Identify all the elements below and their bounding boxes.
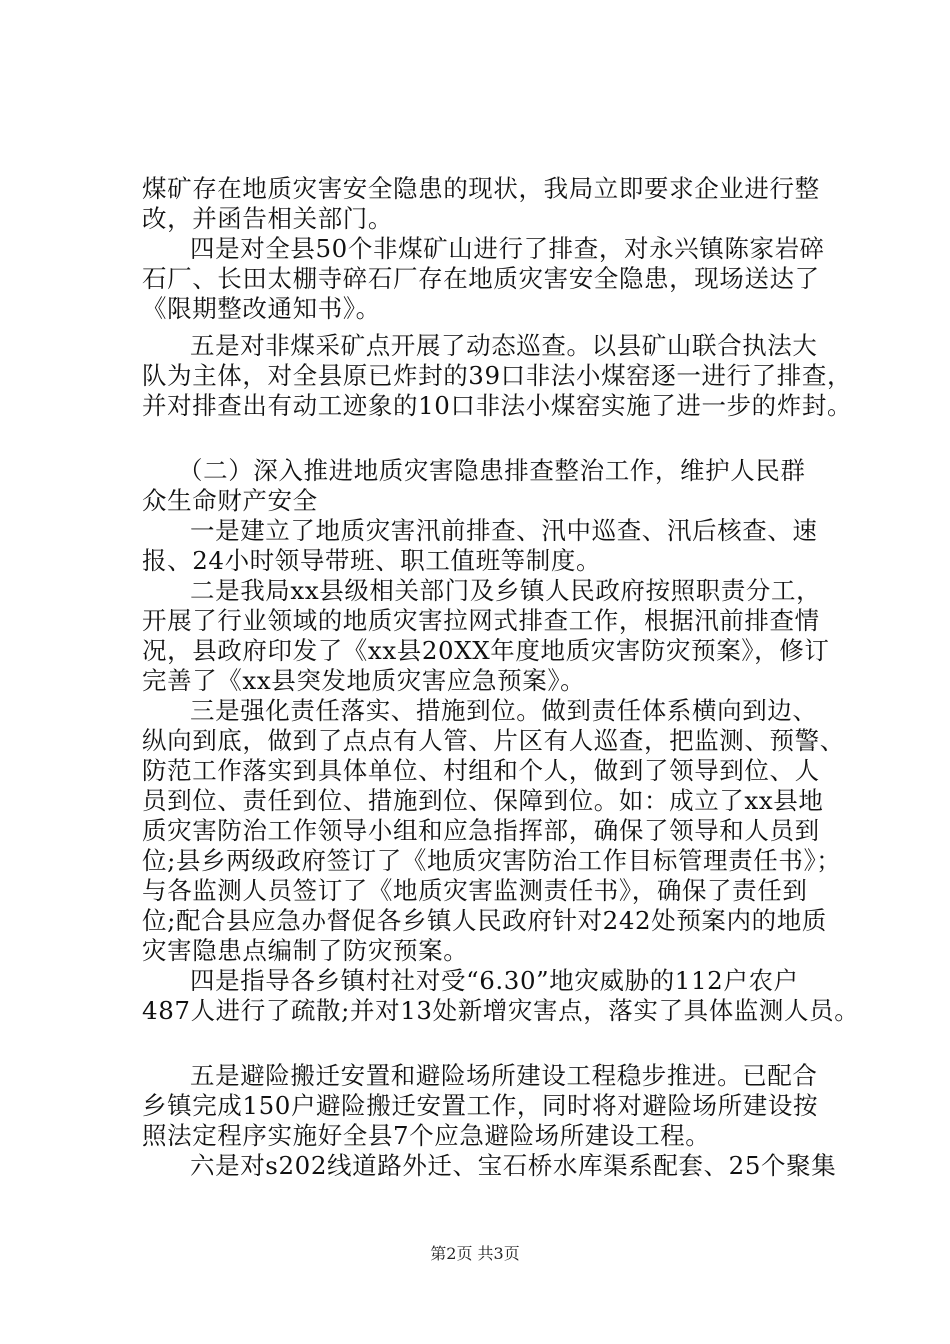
body-line: 改，并函告相关部门。 <box>142 204 393 233</box>
body-line: 员到位、责任到位、措施到位、保障到位。如：成立了xx县地 <box>142 786 824 815</box>
body-line: 《限期整改通知书》。 <box>142 294 381 323</box>
body-line: 487人进行了疏散;并对13处新增灾害点，落实了具体监测人员。 <box>142 996 860 1025</box>
body-line: 灾害隐患点编制了防灾预案。 <box>142 936 469 965</box>
body-line: 报、24小时领导带班、职工值班等制度。 <box>142 546 602 575</box>
body-line: 四是指导各乡镇村社对受“6.30”地灾威胁的112户农户 <box>190 966 799 995</box>
body-line: 纵向到底，做到了点点有人管、片区有人巡查，把监测、预警、 <box>142 726 845 755</box>
body-line: 一是建立了地质灾害汛前排查、汛中巡查、汛后核查、速 <box>190 516 818 545</box>
body-line: 照法定程序实施好全县7个应急避险场所建设工程。 <box>142 1121 711 1150</box>
body-line: 石厂、长田太棚寺碎石厂存在地质灾害安全隐患，现场送达了 <box>142 264 820 293</box>
page-footer: 第2页 共3页 <box>430 1244 520 1263</box>
body-line: 五是对非煤采矿点开展了动态巡查。以县矿山联合执法大 <box>190 331 818 360</box>
section-heading-line: （二）深入推进地质灾害隐患排查整治工作，维护人民群 <box>178 456 806 485</box>
body-line: 与各监测人员签订了《地质灾害监测责任书》，确保了责任到 <box>142 876 808 905</box>
body-line: 四是对全县50个非煤矿山进行了排查，对永兴镇陈家岩碎 <box>190 234 825 263</box>
body-line: 三是强化责任落实、措施到位。做到责任体系横向到边、 <box>190 696 818 725</box>
body-line: 六是对s202线道路外迁、宝石桥水库渠系配套、25个聚集 <box>190 1151 837 1180</box>
body-line: 并对排查出有动工迹象的10口非法小煤窑实施了进一步的炸封。 <box>142 391 853 420</box>
body-line: 二是我局xx县级相关部门及乡镇人民政府按照职责分工， <box>190 576 822 605</box>
body-line: 质灾害防治工作领导小组和应急指挥部，确保了领导和人员到 <box>142 816 820 845</box>
body-line: 开展了行业领域的地质灾害拉网式排查工作，根据汛前排查情 <box>142 606 820 635</box>
section-heading-line: 众生命财产安全 <box>142 486 318 515</box>
body-line: 位;配合县应急办督促各乡镇人民政府针对242处预案内的地质 <box>142 906 827 935</box>
body-line: 位;县乡两级政府签订了《地质灾害防治工作目标管理责任书》； <box>142 846 842 875</box>
body-line: 乡镇完成150户避险搬迁安置工作，同时将对避险场所建设按 <box>142 1091 819 1120</box>
body-line: 队为主体，对全县原已炸封的39口非法小煤窑逐一进行了排查， <box>142 361 853 390</box>
body-line: 况，县政府印发了《xx县20XX年度地质灾害防灾预案》，修订 <box>142 636 830 665</box>
body-line: 防范工作落实到具体单位、村组和个人，做到了领导到位、人 <box>142 756 820 785</box>
body-line: 煤矿存在地质灾害安全隐患的现状，我局立即要求企业进行整 <box>142 174 820 203</box>
body-line: 五是避险搬迁安置和避险场所建设工程稳步推进。已配合 <box>190 1061 818 1090</box>
body-line: 完善了《xx县突发地质灾害应急预案》。 <box>142 666 586 695</box>
